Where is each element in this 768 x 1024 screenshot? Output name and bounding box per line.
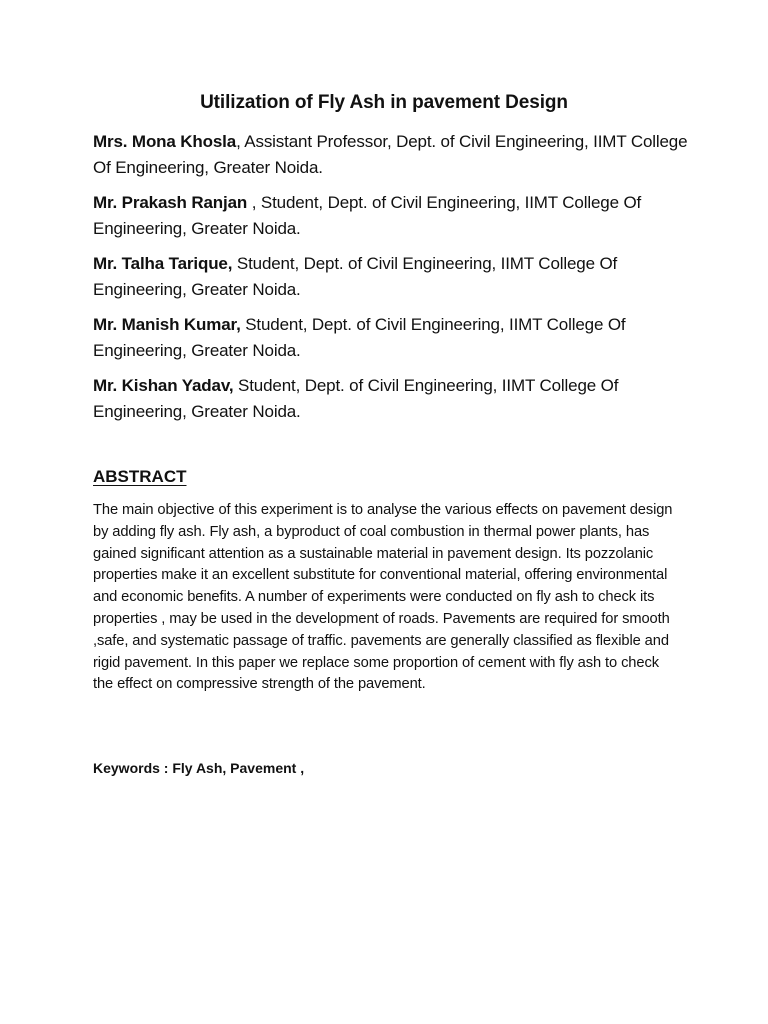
author-affiliation: Student, Dept. of Civil Engineering, IIMT College Of Engineering, Greater Noida. [93, 315, 626, 360]
author-name: Mr. Talha Tarique, [93, 254, 233, 273]
author-entry [93, 190, 693, 242]
abstract-text: The main objective of this experiment is to analyse the various effects on pavement design by adding fly ash. Fly ash, a byproduct of coal combustion in thermal power plants, has gained significant attention as a sustainable material in pavement design. Its pozzolanic properties make it an excellent substitute for conventional material, offering environmental and economic benefits. A number of experiments were conducted on fly ash to check its properties , may be used in the development of roads. Pavements are required for smooth ,safe, and systematic passage of traffic. pavements are generally classified as flexible and rigid pavement. In this paper we replace some proportion of cement with fly ash to check the effect on compressive strength of the pavement. [93, 502, 673, 693]
paper-title: Utilization of Fly Ash in pavement Design [200, 92, 568, 113]
keywords-line: Keywords : Fly Ash, Pavement , [93, 760, 305, 776]
author-entry [93, 251, 693, 303]
author-entry [93, 129, 693, 181]
author-entry [93, 373, 693, 425]
author-affiliation: , Student, Dept. of Civil Engineering, IIMT College Of Engineering, Greater Noida. [93, 193, 642, 238]
author-entry [93, 312, 693, 364]
author-affiliation: Student, Dept. of Civil Engineering, IIMT College Of Engineering, Greater Noida. [93, 376, 619, 421]
abstract-heading: ABSTRACT [93, 467, 187, 486]
author-name: Mr. Manish Kumar, [93, 315, 241, 334]
author-affiliation: Student, Dept. of Civil Engineering, IIMT College Of Engineering, Greater Noida. [93, 254, 618, 299]
author-name: Mr. Prakash Ranjan [93, 193, 248, 212]
author-affiliation: , Assistant Professor, Dept. of Civil Engineering, IIMT College Of Engineering, Greater Noida. [93, 132, 688, 177]
author-name: Mrs. Mona Khosla [93, 132, 237, 151]
author-list [93, 129, 693, 434]
author-name: Mr. Kishan Yadav, [93, 376, 234, 395]
